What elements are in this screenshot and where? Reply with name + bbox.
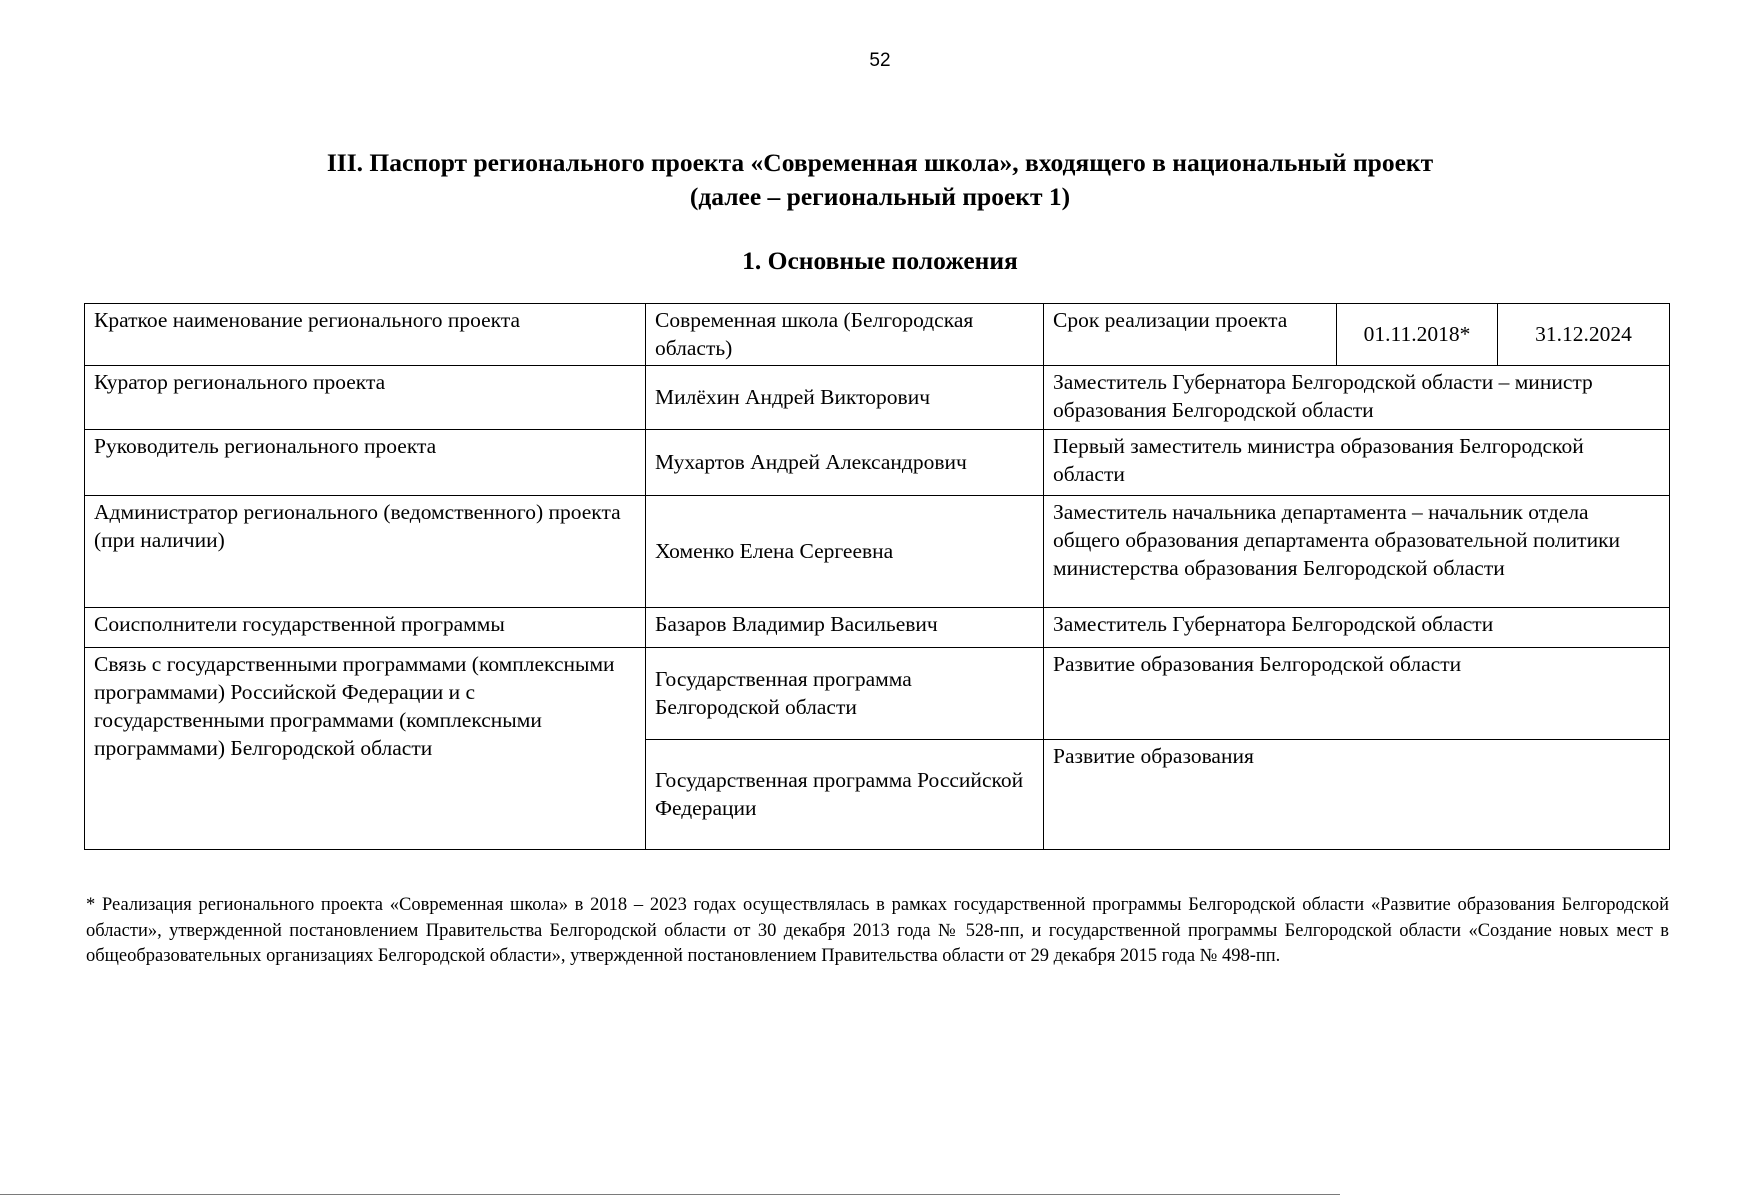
short-name-value: Современная школа (Белгородская область) — [646, 304, 1044, 366]
project-passport-table — [84, 303, 1670, 850]
program-1-type: Государственная программа Белгородской области — [646, 648, 1044, 740]
page-title-line-1: III. Паспорт регионального проекта «Современная школа», входящего в национальный проект — [326, 148, 1434, 177]
co-executors-position: Заместитель Губернатора Белгородской области — [1044, 608, 1670, 648]
administrator-position: Заместитель начальника департамента – начальник отдела общего образования департамента образовательной политики министерства образования Белгородской области — [1044, 496, 1670, 608]
start-date: 01.11.2018* — [1337, 304, 1498, 366]
footnote: * Реализация регионального проекта «Современная школа» в 2018 – 2023 годах осуществлялась в рамках государственной программы Белгородской области «Развитие образования Белгородской области», утвержденной постановлением Правительства Белгородской области от 30 декабря 2013 года № 528-пп, и государственной программы Белгородской области «Создание новых мест в общеобразовательных организациях Белгородской области», утвержденной постановлением Правительства области от 29 декабря 2015 года № 498-пп. — [86, 895, 1669, 966]
page-title — [0, 146, 1760, 214]
table-row-short-name — [85, 304, 1670, 366]
programs-link-label: Связь с государственными программами (комплексными программами) Российской Федерации и с государственными программами (комплексными программами) Белгородской области — [85, 648, 646, 850]
period-label: Срок реализации проекта — [1044, 304, 1337, 366]
section-title: 1. Основные положения — [742, 246, 1018, 275]
head-label: Руководитель регионального проекта — [85, 430, 646, 496]
table-row-head — [85, 430, 1670, 496]
bottom-divider — [0, 1194, 1340, 1195]
co-executors-name: Базаров Владимир Васильевич — [646, 608, 1044, 648]
end-date: 31.12.2024 — [1498, 304, 1670, 366]
program-2-name: Развитие образования — [1044, 740, 1670, 850]
head-position: Первый заместитель министра образования Белгородской области — [1044, 430, 1670, 496]
program-1-name: Развитие образования Белгородской области — [1044, 648, 1670, 740]
curator-name: Милёхин Андрей Викторович — [646, 366, 1044, 430]
curator-label: Куратор регионального проекта — [85, 366, 646, 430]
curator-position: Заместитель Губернатора Белгородской области – министр образования Белгородской области — [1044, 366, 1670, 430]
table-row-programs-1 — [85, 648, 1670, 740]
page-title-line-2: (далее – региональный проект 1) — [689, 182, 1071, 211]
administrator-label: Администратор регионального (ведомственного) проекта (при наличии) — [85, 496, 646, 608]
short-name-label: Краткое наименование регионального проекта — [85, 304, 646, 366]
program-2-type: Государственная программа Российской Федерации — [646, 740, 1044, 850]
co-executors-label: Соисполнители государственной программы — [85, 608, 646, 648]
page-number: 52 — [869, 50, 891, 71]
table-row-co-executors — [85, 608, 1670, 648]
administrator-name: Хоменко Елена Сергеевна — [646, 496, 1044, 608]
head-name: Мухартов Андрей Александрович — [646, 430, 1044, 496]
table-row-administrator — [85, 496, 1670, 608]
table-row-curator — [85, 366, 1670, 430]
